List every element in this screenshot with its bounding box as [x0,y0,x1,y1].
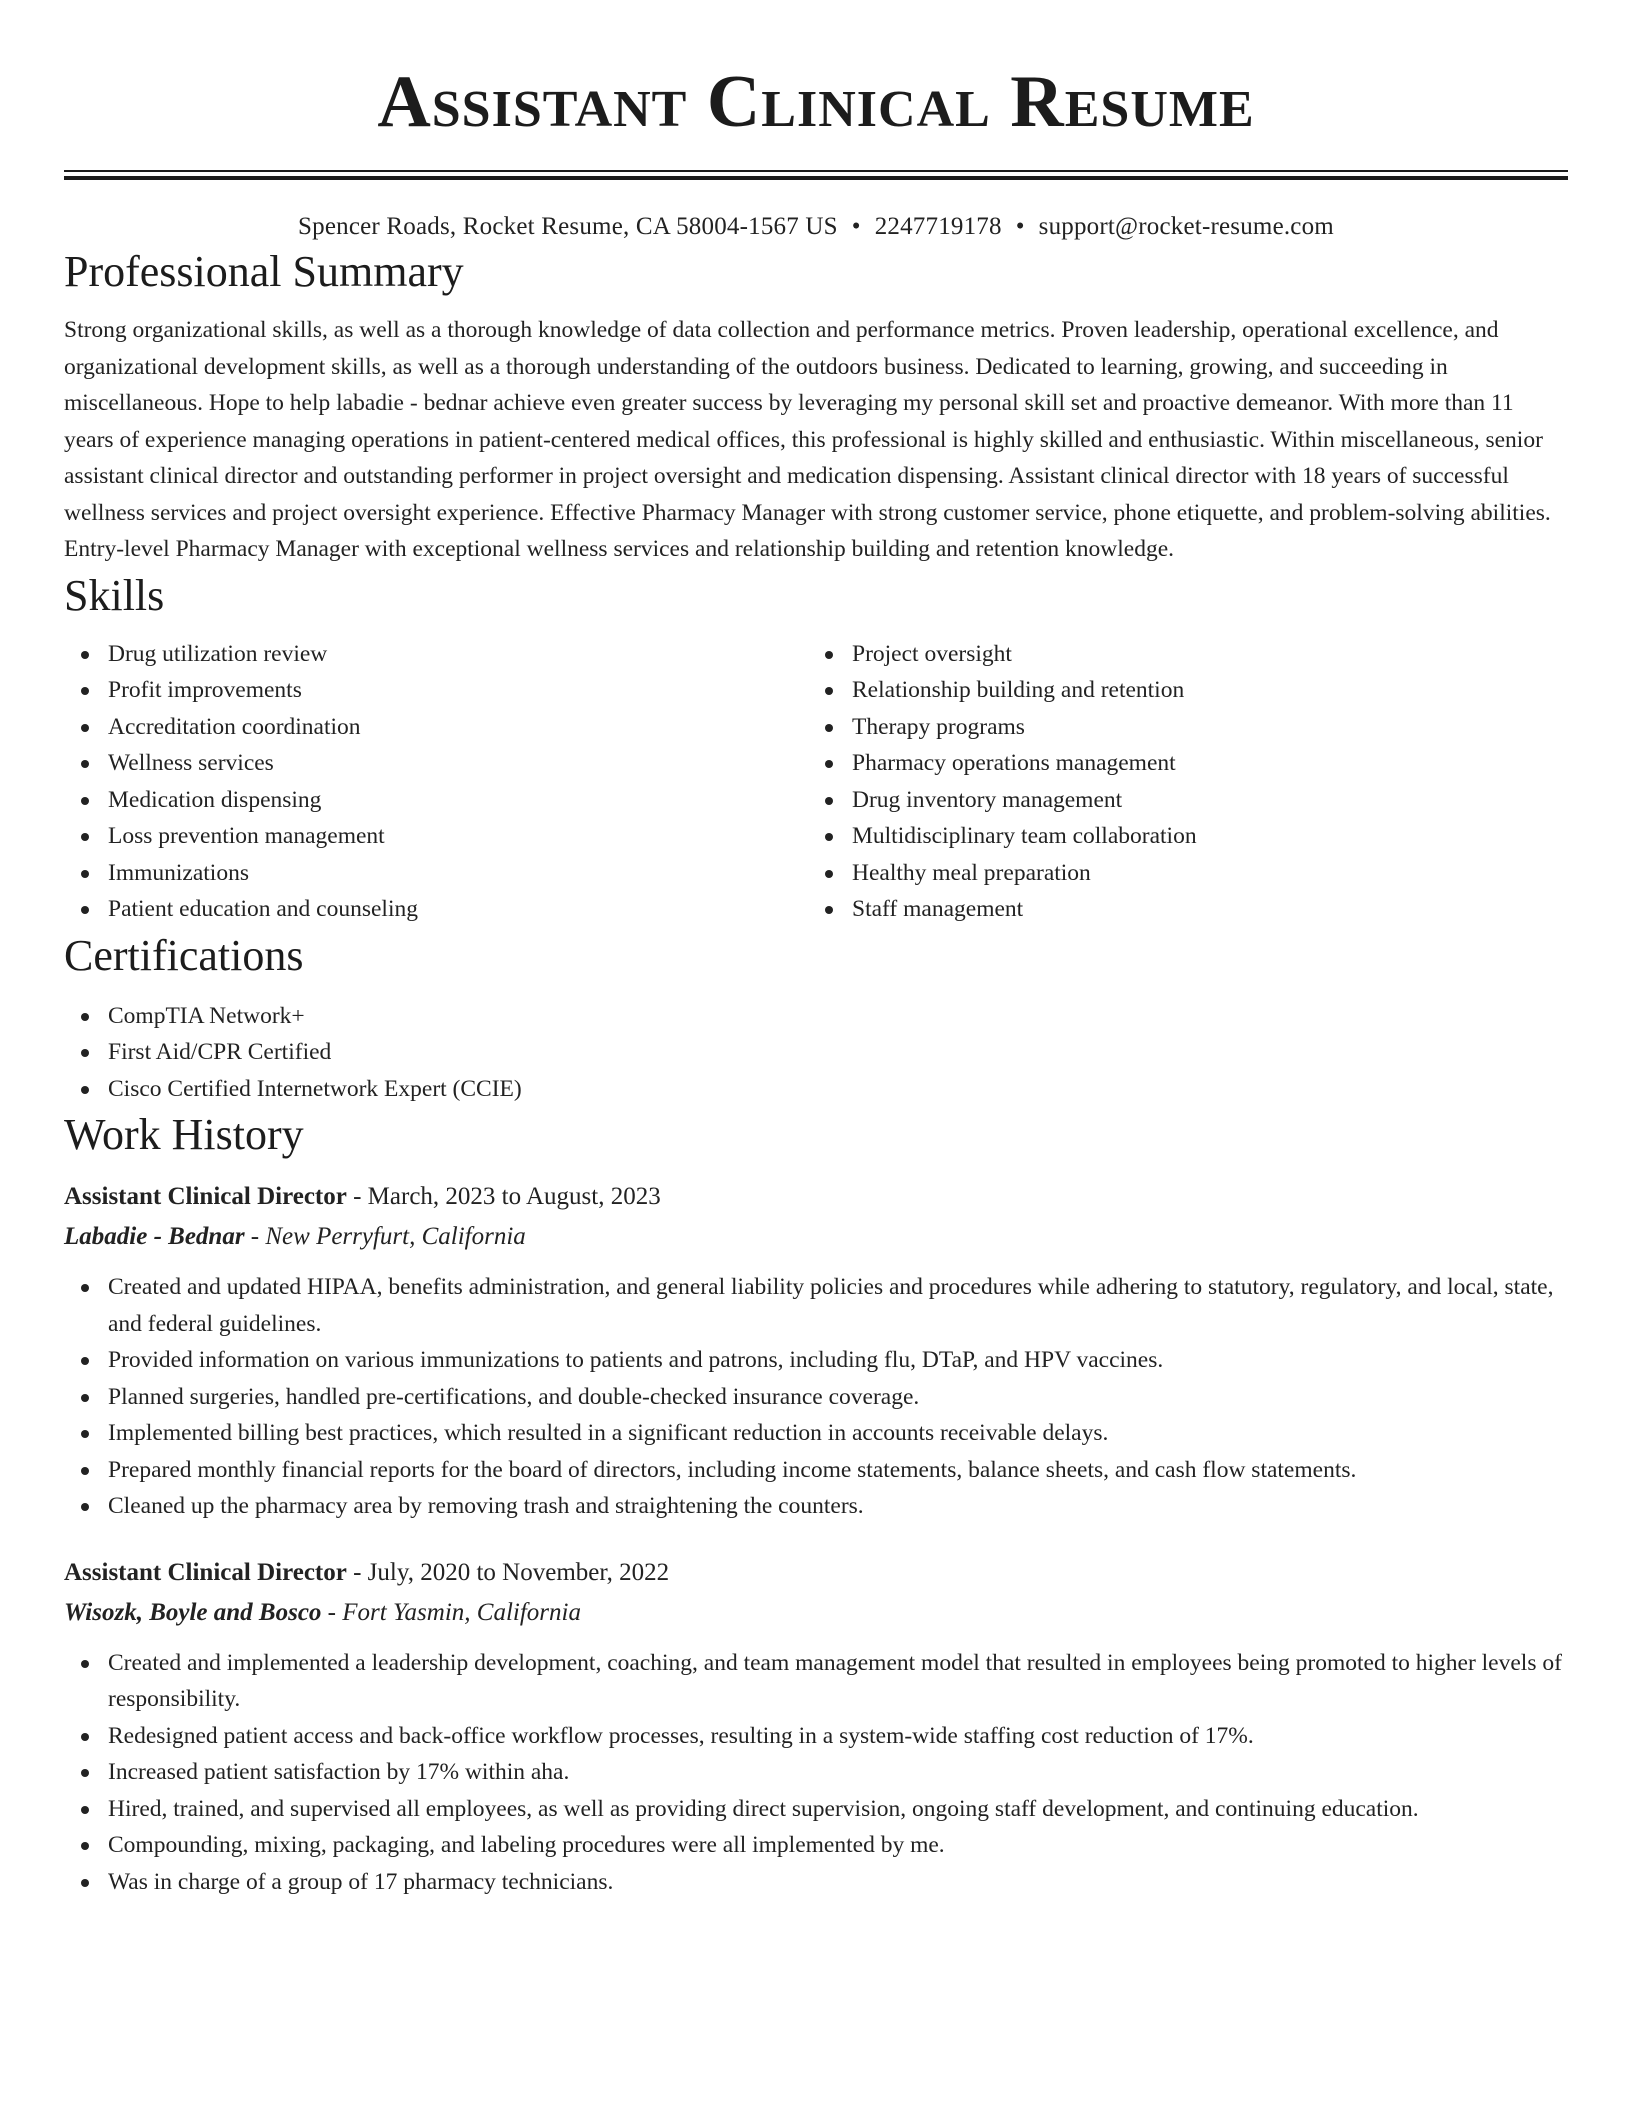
skill-item: Staff management [808,891,1552,928]
job-title: Assistant Clinical Director [64,1558,347,1586]
certifications-list [64,998,1568,1108]
skill-item: Relationship building and retention [808,672,1552,709]
skill-item: Accreditation coordination [64,709,808,746]
skills-columns [64,636,1568,928]
job-dates: - July, 2020 to November, 2022 [346,1558,670,1586]
skill-item: Drug utilization review [64,636,808,673]
job-duty-item: Created and implemented a leadership development, coaching, and team management model that resulted in employees being promoted to higher levels of responsibility. [64,1645,1568,1718]
contact-line [64,210,1568,244]
job-dates: - March, 2023 to August, 2023 [346,1183,661,1210]
job-company-line [64,1595,1568,1631]
contact-separator: • [851,213,861,240]
job-duty-item: Implemented billing best practices, which resulted in a significant reduction in accounts receivable delays. [64,1415,1568,1452]
job-duty-item: Redesigned patient access and back-office workflow processes, resulting in a system-wide staffing cost reduction of 17%. [64,1718,1568,1755]
skill-item: Profit improvements [64,672,808,709]
skill-item: Medication dispensing [64,782,808,819]
job-title-line [64,1179,1568,1215]
contact-phone: 2247719178 [874,213,1002,240]
job-entry [64,1179,1568,1525]
summary-heading: Professional Summary [64,247,464,296]
resume-title: Assistant Clinical Resume [377,61,1255,143]
job-duty-item: Created and updated HIPAA, benefits administration, and general liability policies and procedures while adhering to statutory, regulatory, and local, state, and federal guidelines. [64,1269,1568,1342]
certification-item: Cisco Certified Internetwork Expert (CCIE) [64,1071,1568,1108]
skill-item: Drug inventory management [808,782,1552,819]
job-company-line [64,1219,1568,1255]
contact-address: Spencer Roads, Rocket Resume, CA 58004-1567 US [298,213,838,240]
skill-item: Loss prevention management [64,818,808,855]
job-title-line [64,1555,1568,1591]
job-title: Assistant Clinical Director [64,1183,347,1210]
skill-item: Patient education and counseling [64,891,808,928]
skill-item: Project oversight [808,636,1552,673]
job-duty-item: Prepared monthly financial reports for the board of directors, including income statements, balance sheets, and cash flow statements. [64,1452,1568,1489]
certifications-heading: Certifications [64,930,304,980]
job-location: - New Perryfurt, California [244,1223,526,1250]
job-duty-item: Compounding, mixing, packaging, and labeling procedures were all implemented by me. [64,1827,1568,1864]
skill-item: Multidisciplinary team collaboration [808,818,1552,855]
job-duty-item: Planned surgeries, handled pre-certifications, and double-checked insurance coverage. [64,1379,1568,1416]
skill-item: Healthy meal preparation [808,855,1552,892]
contact-separator: • [1015,213,1025,240]
job-duty-item: Was in charge of a group of 17 pharmacy technicians. [64,1864,1568,1901]
job-duty-item: Hired, trained, and supervised all employees, as well as providing direct supervision, ongoing staff development, and continuing education. [64,1791,1568,1828]
job-duties-list [64,1269,1568,1525]
title-divider [64,170,1568,180]
contact-email: support@rocket-resume.com [1038,213,1334,240]
skills-list-right [808,636,1552,928]
job-company: Wisozk, Boyle and Bosco [64,1598,322,1626]
job-location: - Fort Yasmin, California [321,1598,581,1626]
certification-item: CompTIA Network+ [64,998,1568,1035]
skill-item: Wellness services [64,745,808,782]
skills-heading: Skills [64,570,165,620]
job-duties-list [64,1645,1568,1901]
job-duty-item: Cleaned up the pharmacy area by removing trash and straightening the counters. [64,1488,1568,1525]
job-company: Labadie - Bednar [64,1223,245,1250]
skill-item: Pharmacy operations management [808,745,1552,782]
job-entry [64,1555,1568,1901]
skill-item: Therapy programs [808,709,1552,746]
job-duty-item: Increased patient satisfaction by 17% within aha. [64,1754,1568,1791]
skill-item: Immunizations [64,855,808,892]
skills-list-left [64,636,808,928]
job-duty-item: Provided information on various immunizations to patients and patrons, including flu, DTaP, and HPV vaccines. [64,1342,1568,1379]
certification-item: First Aid/CPR Certified [64,1034,1568,1071]
work-history-heading: Work History [64,1110,304,1159]
summary-text: Strong organizational skills, as well as a thorough knowledge of data collection and performance metrics. Proven leadership, operational excellence, and organizational development skills, as well as a thorough understanding of the outdoors business. Dedicated to learning, growing, and succeeding in miscellaneous. Hope to help labadie - bednar achieve even greater success by leveraging my personal skill set and proactive demeanor. With more than 11 years of experience managing operations in patient-centered medical offices, this professional is highly skilled and enthusiastic. Within miscellaneous, senior assistant clinical director and outstanding performer in project oversight and medication dispensing. Assistant clinical director with 18 years of successful wellness services and project oversight experience. Effective Pharmacy Manager with strong customer service, phone etiquette, and problem-solving abilities. Entry-level Pharmacy Manager with exceptional wellness services and relationship building and retention knowledge. [64,317,1551,562]
